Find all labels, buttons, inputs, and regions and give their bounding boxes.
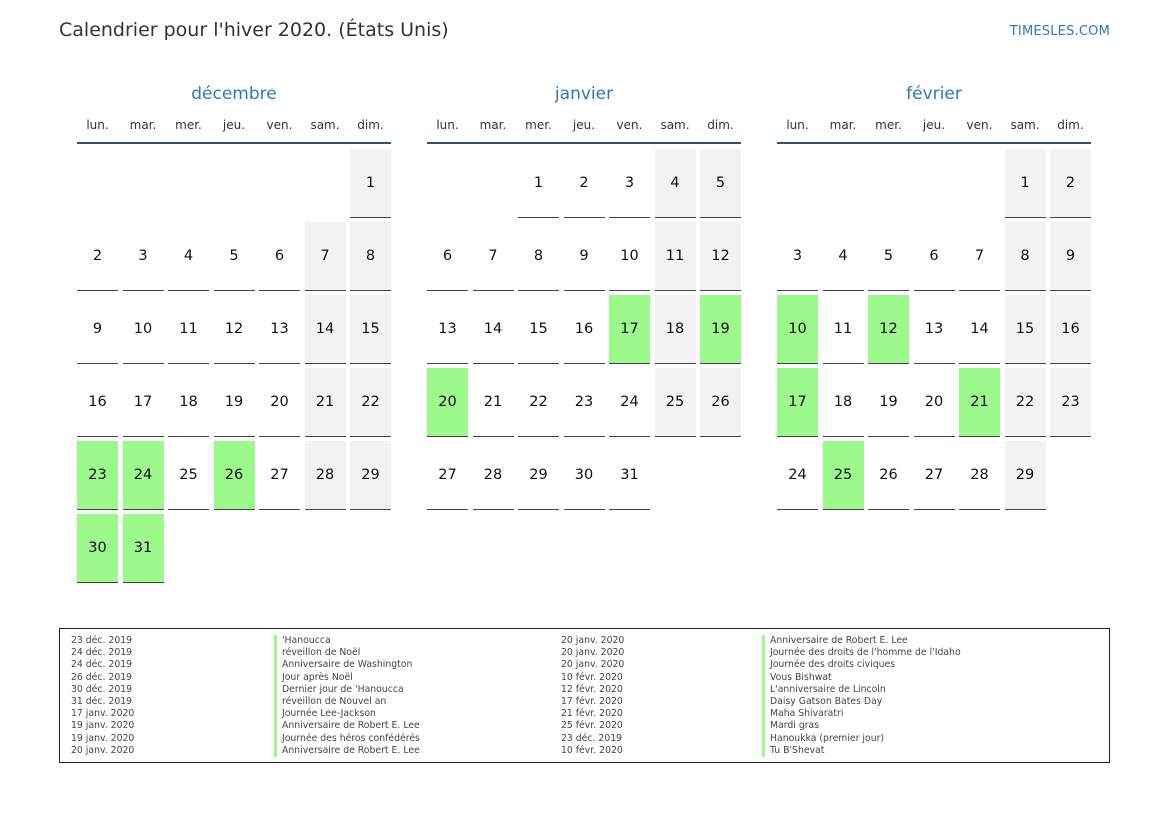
legend-holiday-name: Hanoukka (premier jour) — [762, 733, 961, 745]
legend-date: 31 déc. 2019 — [71, 696, 133, 708]
day-cell[interactable]: 14 — [473, 295, 514, 364]
day-grid — [77, 149, 391, 583]
legend-holiday-name: Mardi gras — [762, 720, 961, 732]
legend-left-dates — [71, 635, 134, 757]
legend-left-names — [274, 635, 420, 757]
day-cell[interactable]: 2 — [77, 222, 118, 291]
legend-date: 24 déc. 2019 — [71, 659, 133, 671]
day-cell[interactable]: 13 — [259, 295, 300, 364]
legend-date: 17 janv. 2020 — [71, 708, 135, 720]
legend-holiday-name: Vous Bishwat — [762, 672, 961, 684]
day-cell[interactable]: 16 — [564, 295, 605, 364]
day-cell[interactable]: 24 — [777, 441, 818, 510]
legend-holiday-name: Anniversaire de Robert E. Lee — [762, 635, 961, 647]
day-cell[interactable]: 6 — [259, 222, 300, 291]
legend-right-dates — [561, 635, 624, 757]
day-cell[interactable]: 24 — [609, 368, 650, 437]
day-cell[interactable]: 1 — [518, 149, 559, 218]
day-cell[interactable]: 7 — [473, 222, 514, 291]
day-cell[interactable]: 13 — [427, 295, 468, 364]
day-cell[interactable]: 27 — [259, 441, 300, 510]
weekday-label: ven. — [966, 118, 993, 132]
day-cell[interactable]: 21 — [473, 368, 514, 437]
empty-cell — [473, 149, 514, 218]
day-cell-holiday[interactable]: 19 — [700, 295, 741, 364]
day-cell[interactable]: 13 — [914, 295, 955, 364]
day-cell[interactable]: 11 — [823, 295, 864, 364]
empty-cell — [168, 149, 209, 218]
legend-holiday-name: Daisy Gatson Bates Day — [762, 696, 961, 708]
empty-cell — [259, 149, 300, 218]
day-cell[interactable]: 18 — [823, 368, 864, 437]
day-cell[interactable]: 15 — [1005, 295, 1046, 364]
legend-date: 23 déc. 2019 — [561, 732, 623, 744]
legend-holiday-name: réveillon de Nouvel an — [274, 696, 420, 708]
day-cell[interactable]: 6 — [427, 222, 468, 291]
month-2 — [777, 80, 1091, 510]
weekday-label: mar. — [129, 118, 157, 132]
empty-cell — [77, 149, 118, 218]
day-cell[interactable]: 12 — [214, 295, 255, 364]
weekday-label: ven. — [616, 118, 643, 132]
weekday-label: jeu. — [572, 118, 596, 132]
day-grid — [427, 149, 741, 510]
day-cell[interactable]: 5 — [214, 222, 255, 291]
legend-holiday-name: Anniversaire de Robert E. Lee — [274, 745, 420, 757]
legend-holiday-name: Dernier jour de 'Hanoucca — [274, 684, 420, 696]
day-cell-holiday[interactable]: 10 — [777, 295, 818, 364]
empty-cell — [823, 149, 864, 218]
day-cell[interactable]: 2 — [564, 149, 605, 218]
legend-holiday-name: Anniversaire de Robert E. Lee — [274, 720, 420, 732]
legend-date: 20 janv. 2020 — [561, 635, 625, 646]
day-cell[interactable]: 16 — [1050, 295, 1091, 364]
legend-holiday-name: Journée des droits civiques — [762, 659, 961, 671]
legend-right-names — [762, 635, 961, 757]
day-cell[interactable]: 29 — [350, 441, 391, 510]
legend-holiday-name: 'Hanoucca — [274, 635, 420, 647]
weekday-label: jeu. — [922, 118, 946, 132]
weekday-label: jeu. — [222, 118, 246, 132]
weekday-label: mer. — [875, 118, 902, 132]
month-name: février — [906, 84, 962, 104]
legend-holiday-name: L'anniversaire de Lincoln — [762, 684, 961, 696]
day-cell[interactable]: 31 — [609, 441, 650, 510]
day-cell-holiday[interactable]: 26 — [214, 441, 255, 510]
legend-holiday-name: Journée Lee-Jackson — [274, 708, 420, 720]
day-cell[interactable]: 29 — [1005, 441, 1046, 510]
empty-cell — [214, 149, 255, 218]
day-cell[interactable]: 16 — [77, 368, 118, 437]
legend-date: 17 févr. 2020 — [561, 696, 623, 708]
day-cell[interactable]: 23 — [564, 368, 605, 437]
empty-cell — [777, 149, 818, 218]
day-cell[interactable]: 26 — [700, 368, 741, 437]
legend-date: 10 févr. 2020 — [561, 744, 623, 756]
day-cell-holiday[interactable]: 25 — [823, 441, 864, 510]
legend-holiday-name: réveillon de Noël — [274, 647, 420, 659]
day-cell[interactable]: 22 — [350, 368, 391, 437]
day-cell[interactable]: 9 — [564, 222, 605, 291]
day-cell[interactable]: 27 — [914, 441, 955, 510]
day-cell[interactable]: 28 — [473, 441, 514, 510]
empty-cell — [305, 149, 346, 218]
day-cell[interactable]: 3 — [609, 149, 650, 218]
day-cell[interactable]: 15 — [518, 295, 559, 364]
day-cell[interactable]: 7 — [305, 222, 346, 291]
month-name: décembre — [191, 84, 277, 104]
day-cell[interactable]: 19 — [868, 368, 909, 437]
day-cell[interactable]: 22 — [518, 368, 559, 437]
weekday-header — [427, 112, 741, 144]
legend-date: 12 févr. 2020 — [561, 683, 623, 695]
day-cell[interactable]: 11 — [168, 295, 209, 364]
day-cell[interactable]: 9 — [1050, 222, 1091, 291]
day-cell[interactable]: 18 — [168, 368, 209, 437]
day-cell[interactable]: 8 — [1005, 222, 1046, 291]
day-cell[interactable]: 30 — [564, 441, 605, 510]
day-cell[interactable]: 1 — [1005, 149, 1046, 218]
day-cell[interactable]: 3 — [777, 222, 818, 291]
day-cell[interactable]: 4 — [823, 222, 864, 291]
legend-date: 26 déc. 2019 — [71, 671, 133, 683]
day-cell[interactable]: 25 — [655, 368, 696, 437]
legend-holiday-name: Journée des droits de l'homme de l'Idaho — [762, 647, 961, 659]
day-cell[interactable]: 23 — [1050, 368, 1091, 437]
weekday-label: mer. — [525, 118, 552, 132]
legend-date: 20 janv. 2020 — [71, 744, 135, 756]
legend-holiday-name: Jour après Noël — [274, 672, 420, 684]
day-cell-holiday[interactable]: 21 — [959, 368, 1000, 437]
day-cell[interactable]: 10 — [123, 295, 164, 364]
day-cell[interactable]: 9 — [77, 295, 118, 364]
day-cell[interactable]: 26 — [868, 441, 909, 510]
weekday-label: lun. — [436, 118, 459, 132]
legend-holiday-name: Journée des héros confédérés — [274, 733, 420, 745]
day-cell-holiday[interactable]: 12 — [868, 295, 909, 364]
day-cell[interactable]: 28 — [305, 441, 346, 510]
day-cell[interactable]: 11 — [655, 222, 696, 291]
day-cell-holiday[interactable]: 30 — [77, 514, 118, 583]
page-title: Calendrier pour l'hiver 2020. (États Unis) — [59, 19, 449, 41]
day-cell[interactable]: 8 — [518, 222, 559, 291]
day-cell[interactable]: 3 — [123, 222, 164, 291]
empty-cell — [868, 149, 909, 218]
legend-date: 30 déc. 2019 — [71, 683, 133, 695]
legend-date: 24 déc. 2019 — [71, 647, 133, 659]
day-grid — [777, 149, 1091, 510]
day-cell[interactable]: 2 — [1050, 149, 1091, 218]
month-0 — [77, 80, 391, 583]
weekday-label: ven. — [266, 118, 293, 132]
weekday-label: dim. — [1057, 118, 1084, 132]
day-cell-holiday[interactable]: 31 — [123, 514, 164, 583]
legend-holiday-name: Maha Shivaratri — [762, 708, 961, 720]
legend-date: 20 janv. 2020 — [561, 659, 625, 671]
day-cell[interactable]: 17 — [123, 368, 164, 437]
day-cell[interactable]: 6 — [914, 222, 955, 291]
legend-date: 19 janv. 2020 — [71, 720, 135, 732]
day-cell[interactable]: 5 — [700, 149, 741, 218]
day-cell-holiday[interactable]: 24 — [123, 441, 164, 510]
day-cell[interactable]: 7 — [959, 222, 1000, 291]
empty-cell — [123, 149, 164, 218]
day-cell-holiday[interactable]: 17 — [609, 295, 650, 364]
weekday-label: lun. — [86, 118, 109, 132]
day-cell[interactable]: 29 — [518, 441, 559, 510]
legend-date: 25 févr. 2020 — [561, 720, 623, 732]
legend-holiday-name: Tu B'Shevat — [762, 745, 961, 757]
day-cell[interactable]: 28 — [959, 441, 1000, 510]
weekday-label: mar. — [479, 118, 507, 132]
weekday-label: sam. — [310, 118, 340, 132]
day-cell[interactable]: 19 — [214, 368, 255, 437]
weekday-label: lun. — [786, 118, 809, 132]
weekday-label: mar. — [829, 118, 857, 132]
day-cell-holiday[interactable]: 23 — [77, 441, 118, 510]
legend-date: 10 févr. 2020 — [561, 671, 623, 683]
day-cell[interactable]: 18 — [655, 295, 696, 364]
day-cell[interactable]: 21 — [305, 368, 346, 437]
weekday-header — [77, 112, 391, 144]
day-cell[interactable]: 22 — [1005, 368, 1046, 437]
day-cell[interactable]: 10 — [609, 222, 650, 291]
weekday-header — [777, 112, 1091, 144]
day-cell[interactable]: 1 — [350, 149, 391, 218]
day-cell-holiday[interactable]: 17 — [777, 368, 818, 437]
weekday-label: dim. — [707, 118, 734, 132]
legend-holiday-name: Anniversaire de Washington — [274, 659, 420, 671]
holiday-legend — [59, 628, 1110, 763]
day-cell[interactable]: 25 — [168, 441, 209, 510]
day-cell[interactable]: 12 — [700, 222, 741, 291]
empty-cell — [959, 149, 1000, 218]
legend-date: 21 févr. 2020 — [561, 708, 623, 720]
weekday-label: sam. — [1010, 118, 1040, 132]
day-cell[interactable]: 20 — [914, 368, 955, 437]
day-cell[interactable]: 14 — [305, 295, 346, 364]
day-cell[interactable]: 4 — [168, 222, 209, 291]
day-cell[interactable]: 20 — [259, 368, 300, 437]
legend-date: 23 déc. 2019 — [71, 635, 133, 646]
day-cell[interactable]: 27 — [427, 441, 468, 510]
legend-date: 19 janv. 2020 — [71, 732, 135, 744]
empty-cell — [914, 149, 955, 218]
weekday-label: mer. — [175, 118, 202, 132]
legend-date: 20 janv. 2020 — [561, 647, 625, 659]
empty-cell — [427, 149, 468, 218]
weekday-label: sam. — [660, 118, 690, 132]
day-cell[interactable]: 14 — [959, 295, 1000, 364]
day-cell[interactable]: 5 — [868, 222, 909, 291]
brand-link[interactable]: TIMESLES.COM — [1009, 24, 1110, 39]
day-cell[interactable]: 4 — [655, 149, 696, 218]
month-1 — [427, 80, 741, 510]
weekday-label: dim. — [357, 118, 384, 132]
day-cell-holiday[interactable]: 20 — [427, 368, 468, 437]
day-cell[interactable]: 8 — [350, 222, 391, 291]
month-name: janvier — [554, 84, 614, 104]
day-cell[interactable]: 15 — [350, 295, 391, 364]
